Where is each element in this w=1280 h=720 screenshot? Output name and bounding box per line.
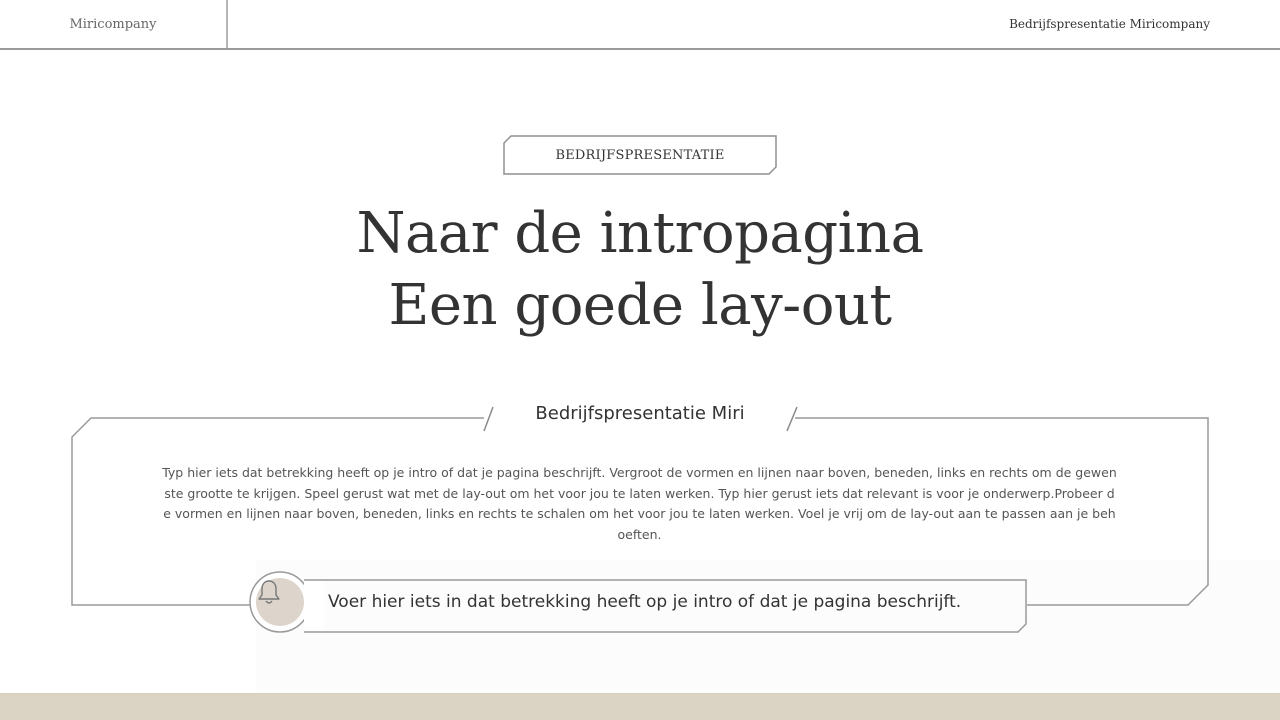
bell-icon-circle [256, 578, 304, 626]
body-paragraph[interactable]: Typ hier iets dat betrekking heeft op je intro of dat je pagina beschrijft. Vergroot de vormen en lijnen naar boven, beneden, links en rechts om de gewenste grootte te krijgen. Speel gerust wat met de lay-out om het voor jou te laten werken. Typ hier gerust iets dat relevant is voor je onderwerp.Probeer de vormen en lijnen naar boven, beneden, links en rechts te schalen om het voor jou te laten werken. Voel je vrij om de lay-out aan te passen aan je behoeften. [162, 465, 1117, 543]
presentation-title: Bedrijfspresentatie Miricompany [1009, 17, 1210, 31]
section-label[interactable]: Bedrijfspresentatie Miri [535, 403, 745, 424]
company-name: Miricompany [69, 16, 157, 32]
bell-icon [256, 578, 282, 606]
footer-bar [0, 693, 1280, 720]
callout-text: Voer hier iets in dat betrekking heeft op je intro of dat je pagina beschrijft. [328, 592, 962, 612]
title-line-1: Naar de intropagina [356, 201, 924, 266]
title-line-2: Een goede lay-out [388, 273, 892, 338]
tag-label: BEDRIJFSPRESENTATIE [555, 147, 725, 163]
callout-box[interactable] [248, 570, 1028, 634]
